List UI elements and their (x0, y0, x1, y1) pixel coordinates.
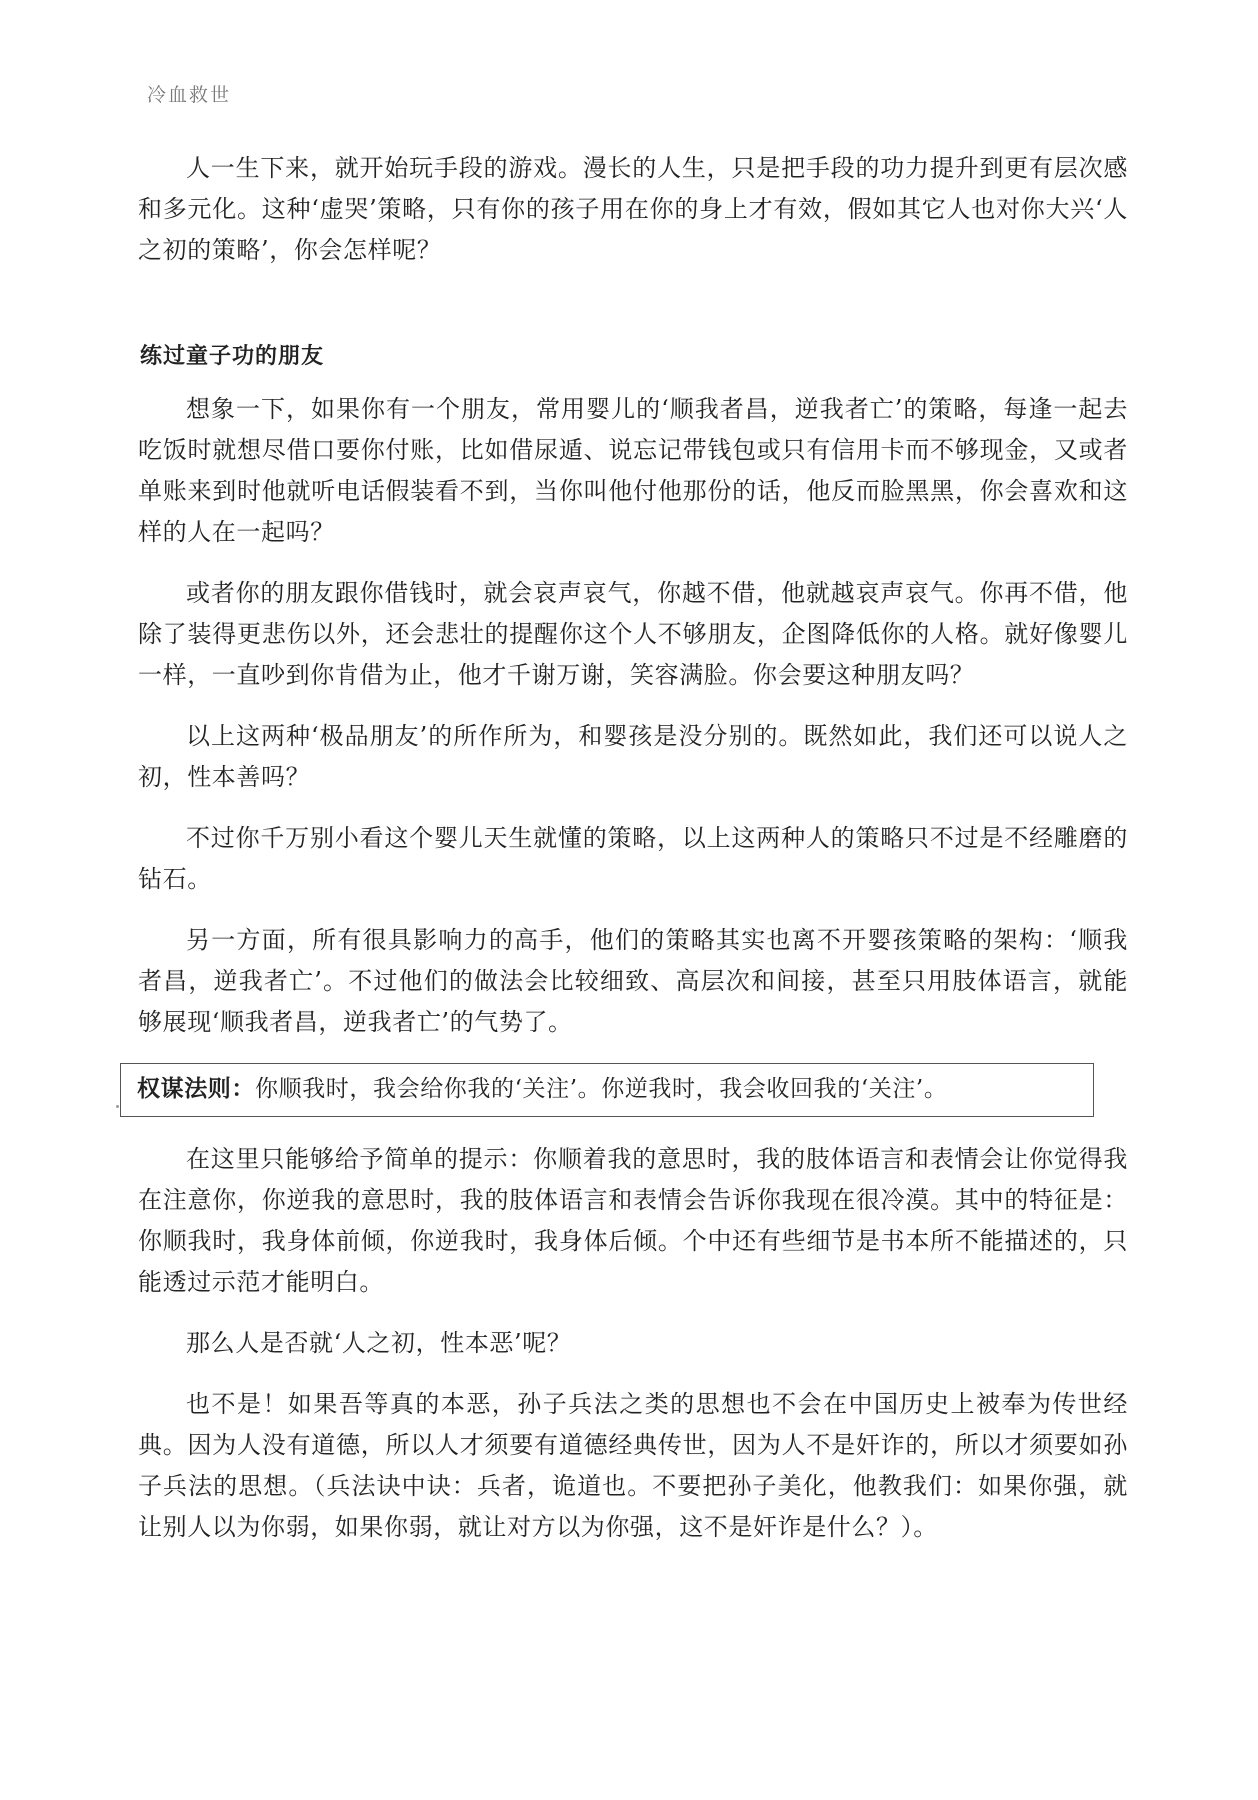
paragraph-8: 也不是！如果吾等真的本恶，孙子兵法之类的思想也不会在中国历史上被奉为传世经典。因为人没有道德，所以人才须要有道德经典传世，因为人不是奸诈的，所以才须要如孙子兵法的思想。（兵法诀中诀：兵者，诡道也。不要把孙子美化，他教我们：如果你强，就让别人以为你弱，如果你弱，就让对方以为你强，这不是奸诈是什么？）。 (138, 1390, 1128, 1541)
running-head: 冷血救世 (147, 84, 232, 106)
paragraph-5: 另一方面，所有很具影响力的高手，他们的策略其实也离不开婴孩策略的架构：‘顺我者昌，逆我者亡’。不过他们的做法会比较细致、高层次和间接，甚至只用肢体语言，就能够展现‘顺我者昌，逆我者亡’的气势了。 (138, 926, 1128, 1036)
paragraph-6: 在这里只能够给予简单的提示：你顺着我的意思时，我的肢体语言和表情会让你觉得我在注意你，你逆我的意思时，我的肢体语言和表情会告诉你我现在很冷漠。其中的特征是：你顺我时，我身体前倾，你逆我时，我身体后倾。个中还有些细节是书本所不能描述的，只能透过示范才能明白。 (138, 1145, 1128, 1296)
scan-speck (116, 1105, 119, 1108)
paragraph-4: 不过你千万别小看这个婴儿天生就懂的策略，以上这两种人的策略只不过是不经雕磨的钻石。 (138, 824, 1128, 893)
rule-label: 权谋法则： (137, 1076, 255, 1102)
rule-callout-box (120, 1063, 1094, 1117)
paragraph-2: 或者你的朋友跟你借钱时，就会哀声哀气，你越不借，他就越哀声哀气。你再不借，他除了装得更悲伤以外，还会悲壮的提醒你这个人不够朋友，企图降低你的人格。就好像婴儿一样，一直吵到你肯借为止，他才千谢万谢，笑容满脸。你会要这种朋友吗？ (138, 579, 1128, 689)
paragraph-1: 想象一下，如果你有一个朋友，常用婴儿的‘顺我者昌，逆我者亡’的策略，每逢一起去吃饭时就想尽借口要你付账，比如借尿遁、说忘记带钱包或只有信用卡而不够现金，又或者单账来到时他就听电话假装看不到，当你叫他付他那份的话，他反而脸黑黑，你会喜欢和这样的人在一起吗？ (138, 395, 1128, 546)
intro-paragraph: 人一生下来，就开始玩手段的游戏。漫长的人生，只是把手段的功力提升到更有层次感和多元化。这种‘虚哭’策略，只有你的孩子用在你的身上才有效，假如其它人也对你大兴‘人之初的策略’，你会怎样呢？ (138, 154, 1128, 264)
rule-text: 你顺我时，我会给你我的‘关注’。你逆我时，我会收回我的‘关注’。 (255, 1076, 948, 1102)
section-title: 练过童子功的朋友 (140, 344, 325, 369)
paragraph-7: 那么人是否就‘人之初，性本恶’呢？ (186, 1329, 572, 1357)
page-content (138, 148, 1128, 1568)
paragraph-3: 以上这两种‘极品朋友’的所作所为，和婴孩是没分别的。既然如此，我们还可以说人之初，性本善吗？ (138, 722, 1128, 791)
